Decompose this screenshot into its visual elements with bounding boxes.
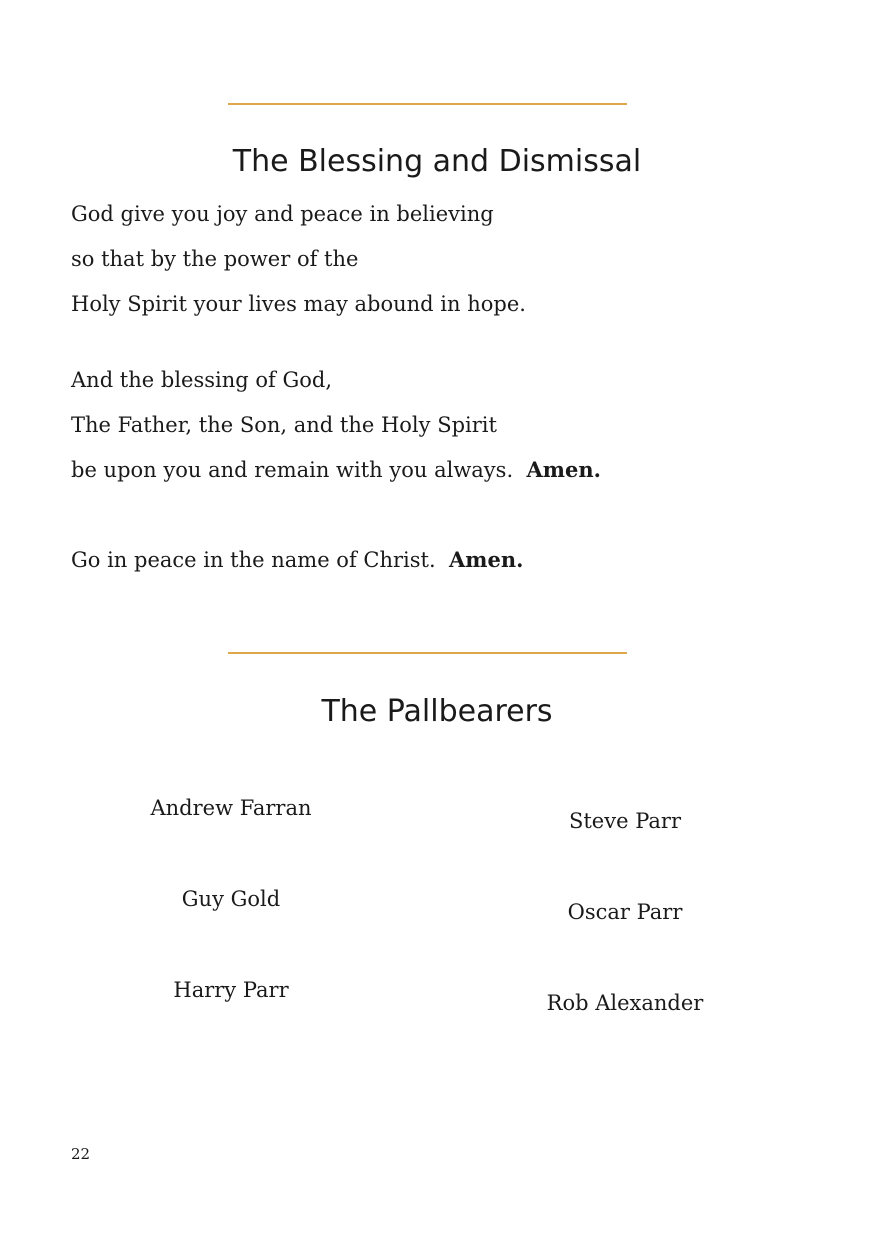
blessing-line-5: The Father, the Son, and the Holy Spirit [71, 413, 497, 437]
page-number: 22 [71, 1145, 91, 1163]
blessing-heading: The Blessing and Dismissal [232, 144, 642, 179]
blessing-line-1: God give you joy and peace in believing [71, 202, 494, 226]
pallbearer-left-2: Guy Gold [181, 887, 281, 911]
section-divider-middle [228, 652, 627, 654]
amen-response: Amen. [449, 547, 524, 572]
dismissal-text: Go in peace in the name of Christ. [71, 548, 436, 572]
blessing-line-6-text: be upon you and remain with you always. [71, 458, 514, 482]
pallbearer-left-3: Harry Parr [173, 978, 289, 1002]
pallbearer-left-1: Andrew Farran [150, 796, 312, 820]
pallbearer-right-1: Steve Parr [568, 809, 681, 833]
blessing-line-2: so that by the power of the [71, 247, 359, 271]
pallbearer-right-3: Rob Alexander [546, 991, 704, 1015]
pallbearers-heading: The Pallbearers [321, 694, 553, 729]
blessing-line-3: Holy Spirit your lives may abound in hope. [71, 292, 526, 316]
blessing-line-4: And the blessing of God, [71, 368, 333, 392]
dismissal-line [71, 546, 523, 574]
section-divider-top [228, 103, 627, 105]
blessing-line-6 [71, 456, 601, 484]
amen-response: Amen. [526, 457, 601, 482]
pallbearer-right-2: Oscar Parr [567, 900, 683, 924]
